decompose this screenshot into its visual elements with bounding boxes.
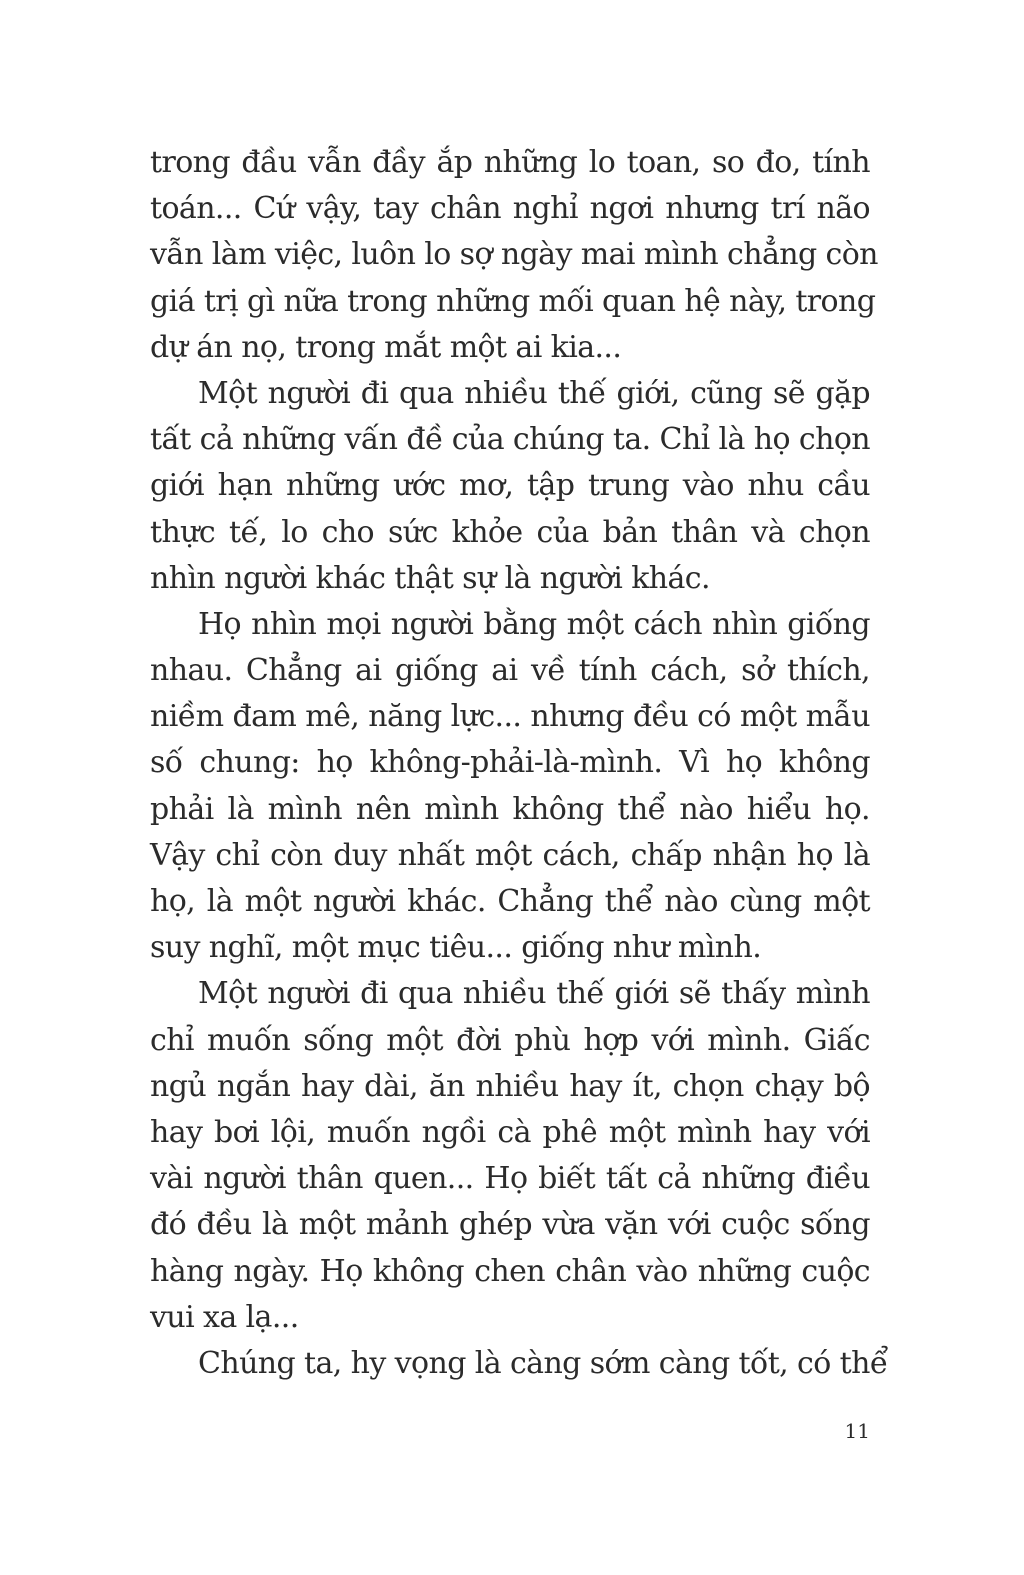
text-line: tất cả những vấn đề của chúng ta. Chỉ là họ chọn — [150, 422, 870, 458]
text-line: Họ nhìn mọi người bằng một cách nhìn giống — [198, 606, 870, 642]
paragraph — [150, 1341, 888, 1387]
text-line: số chung: họ không-phải-là-mình. Vì họ không — [150, 745, 870, 781]
text-line: ngủ ngắn hay dài, ăn nhiều hay ít, chọn chạy bộ — [150, 1068, 870, 1104]
text-line: giới hạn những ước mơ, tập trung vào nhu cầu — [150, 468, 870, 504]
text-line: Chúng ta, hy vọng là càng sớm càng tốt, có thể — [198, 1345, 888, 1381]
body-text — [150, 140, 888, 1387]
text-line: giá trị gì nữa trong những mối quan hệ này, trong — [150, 283, 876, 319]
text-line: hàng ngày. Họ không chen chân vào những cuộc — [150, 1253, 870, 1289]
text-line: vài người thân quen... Họ biết tất cả những điều — [150, 1161, 870, 1197]
text-line: nhìn người khác thật sự là người khác. — [150, 560, 710, 596]
text-line: đó đều là một mảnh ghép vừa vặn với cuộc sống — [150, 1207, 870, 1243]
paragraph — [150, 971, 870, 1341]
text-line: niềm đam mê, năng lực... nhưng đều có một mẫu — [150, 699, 870, 735]
text-line: vui xa lạ... — [150, 1299, 299, 1335]
text-line: thực tế, lo cho sức khỏe của bản thân và chọn — [150, 514, 870, 550]
text-line: chỉ muốn sống một đời phù hợp với mình. Giấc — [150, 1022, 870, 1058]
paragraph — [150, 371, 870, 602]
text-line: suy nghĩ, một mục tiêu... giống như mình. — [150, 930, 762, 966]
text-line: vẫn làm việc, luôn lo sợ ngày mai mình chẳng còn — [150, 237, 878, 273]
text-line: toán... Cứ vậy, tay chân nghỉ ngơi nhưng trí não — [150, 191, 870, 227]
text-line: Vậy chỉ còn duy nhất một cách, chấp nhận họ là — [150, 837, 870, 873]
text-line: phải là mình nên mình không thể nào hiểu họ. — [150, 791, 870, 827]
text-line: trong đầu vẫn đầy ắp những lo toan, so đo, tính — [150, 145, 870, 180]
text-line: dự án nọ, trong mắt một ai kia... — [150, 329, 622, 365]
paragraph — [150, 602, 870, 972]
text-line: hay bơi lội, muốn ngồi cà phê một mình hay với — [150, 1114, 870, 1150]
text-line: họ, là một người khác. Chẳng thể nào cùng một — [150, 884, 870, 919]
text-line: Một người đi qua nhiều thế giới, cũng sẽ gặp — [198, 375, 870, 411]
text-line: Một người đi qua nhiều thế giới sẽ thấy mình — [198, 976, 870, 1012]
page-number: 11 — [844, 1419, 870, 1443]
text-line: nhau. Chẳng ai giống ai về tính cách, sở thích, — [150, 653, 870, 689]
paragraph — [150, 140, 878, 371]
